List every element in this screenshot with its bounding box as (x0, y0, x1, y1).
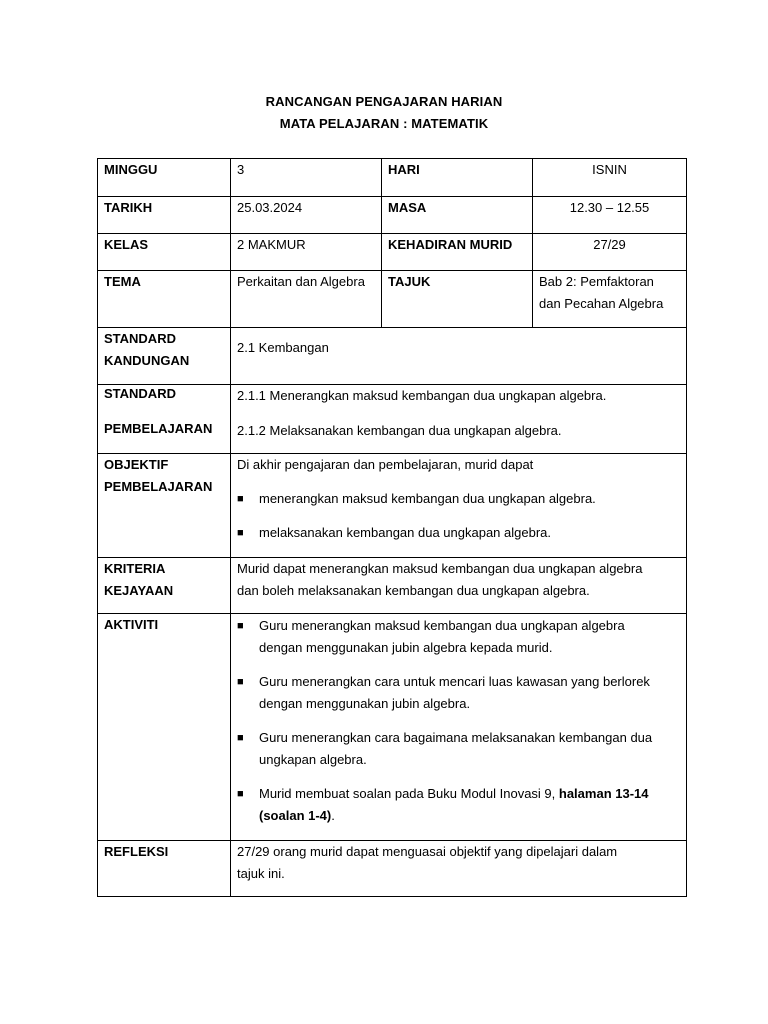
objektif-item: ■ menerangkan maksud kembangan dua ungkapan algebra. (237, 488, 680, 510)
label-objektif (98, 454, 231, 558)
row-standard-pembelajaran (98, 385, 687, 454)
tajuk-line-2: dan Pecahan Algebra (539, 296, 664, 311)
row-minggu (98, 159, 687, 197)
label-line-2: PEMBELAJARAN (104, 421, 213, 436)
value-masa: 12.30 – 12.55 (533, 197, 687, 234)
value-kelas: 2 MAKMUR (231, 234, 382, 271)
label-line-1: STANDARD (104, 331, 176, 346)
row-standard-kandungan (98, 328, 687, 385)
label-aktiviti: AKTIVITI (98, 614, 231, 841)
aktiviti-item: ■ Guru menerangkan cara untuk mencari luas kawasan yang berlorek dengan menggunakan jubin algebra. (237, 671, 680, 715)
value-kriteria (231, 558, 687, 614)
bullet-icon: ■ (237, 493, 244, 505)
value-minggu: 3 (231, 159, 382, 197)
subject-title: MATA PELAJARAN : MATEMATIK (279, 116, 489, 131)
aktiviti-item: ■ Guru menerangkan cara bagaimana melaksanakan kembangan dua ungkapan algebra. (237, 727, 680, 771)
value-standard-pembelajaran (231, 385, 687, 454)
label-tema: TEMA (98, 271, 231, 328)
label-kriteria (98, 558, 231, 614)
bullet-icon: ■ (237, 732, 244, 744)
label-line-1: OBJEKTIF (104, 457, 169, 472)
label-line-1: STANDARD (104, 386, 176, 401)
value-tema: Perkaitan dan Algebra (231, 271, 382, 328)
lesson-plan-table (97, 158, 687, 897)
sp-item-2: 2.1.2 Melaksanakan kembangan dua ungkapan algebra. (237, 423, 562, 438)
refleksi-line-1: 27/29 orang murid dapat menguasai objektif yang dipelajari dalam (237, 844, 618, 859)
label-minggu: MINGGU (98, 159, 231, 197)
label-tajuk: TAJUK (382, 271, 533, 328)
kriteria-line-2: dan boleh melaksanakan kembangan dua ungkapan algebra. (237, 583, 590, 598)
row-kriteria (98, 558, 687, 614)
kriteria-line-1: Murid dapat menerangkan maksud kembangan dua ungkapan algebra (237, 561, 643, 576)
value-hari: ISNIN (533, 159, 687, 197)
bullet-icon: ■ (237, 788, 244, 800)
label-line-2: PEMBELAJARAN (104, 479, 213, 494)
label-hari: HARI (382, 159, 533, 197)
value-kehadiran: 27/29 (533, 234, 687, 271)
label-standard-kandungan (98, 328, 231, 385)
bullet-icon: ■ (237, 676, 244, 688)
value-objektif (231, 454, 687, 558)
objektif-intro: Di akhir pengajaran dan pembelajaran, murid dapat (237, 457, 534, 472)
label-line-2: KEJAYAAN (104, 583, 174, 598)
document-title: RANCANGAN PENGAJARAN HARIAN (265, 94, 503, 109)
value-refleksi (231, 841, 687, 897)
label-kehadiran: KEHADIRAN MURID (382, 234, 533, 271)
label-line-2: KANDUNGAN (104, 353, 190, 368)
sp-item-1: 2.1.1 Menerangkan maksud kembangan dua ungkapan algebra. (237, 388, 607, 403)
row-refleksi (98, 841, 687, 897)
refleksi-line-2: tajuk ini. (237, 866, 285, 881)
label-line-1: KRITERIA (104, 561, 166, 576)
row-objektif (98, 454, 687, 558)
row-tema (98, 271, 687, 328)
tajuk-line-1: Bab 2: Pemfaktoran (539, 274, 654, 289)
bullet-icon: ■ (237, 620, 244, 632)
bullet-icon: ■ (237, 527, 244, 539)
aktiviti-item: ■ Murid membuat soalan pada Buku Modul Inovasi 9, halaman 13-14 (soalan 1-4). (237, 783, 680, 827)
row-aktiviti (98, 614, 687, 841)
value-aktiviti (231, 614, 687, 841)
value-tarikh: 25.03.2024 (231, 197, 382, 234)
value-tajuk (533, 271, 687, 328)
row-kelas (98, 234, 687, 271)
objektif-item: ■ melaksanakan kembangan dua ungkapan algebra. (237, 522, 680, 544)
row-tarikh (98, 197, 687, 234)
label-masa: MASA (382, 197, 533, 234)
label-kelas: KELAS (98, 234, 231, 271)
label-standard-pembelajaran (98, 385, 231, 454)
value-standard-kandungan: 2.1 Kembangan (231, 328, 687, 385)
label-refleksi: REFLEKSI (98, 841, 231, 897)
label-tarikh: TARIKH (98, 197, 231, 234)
aktiviti-item: ■ Guru menerangkan maksud kembangan dua ungkapan algebra dengan menggunakan jubin algebra kepada murid. (237, 615, 680, 659)
